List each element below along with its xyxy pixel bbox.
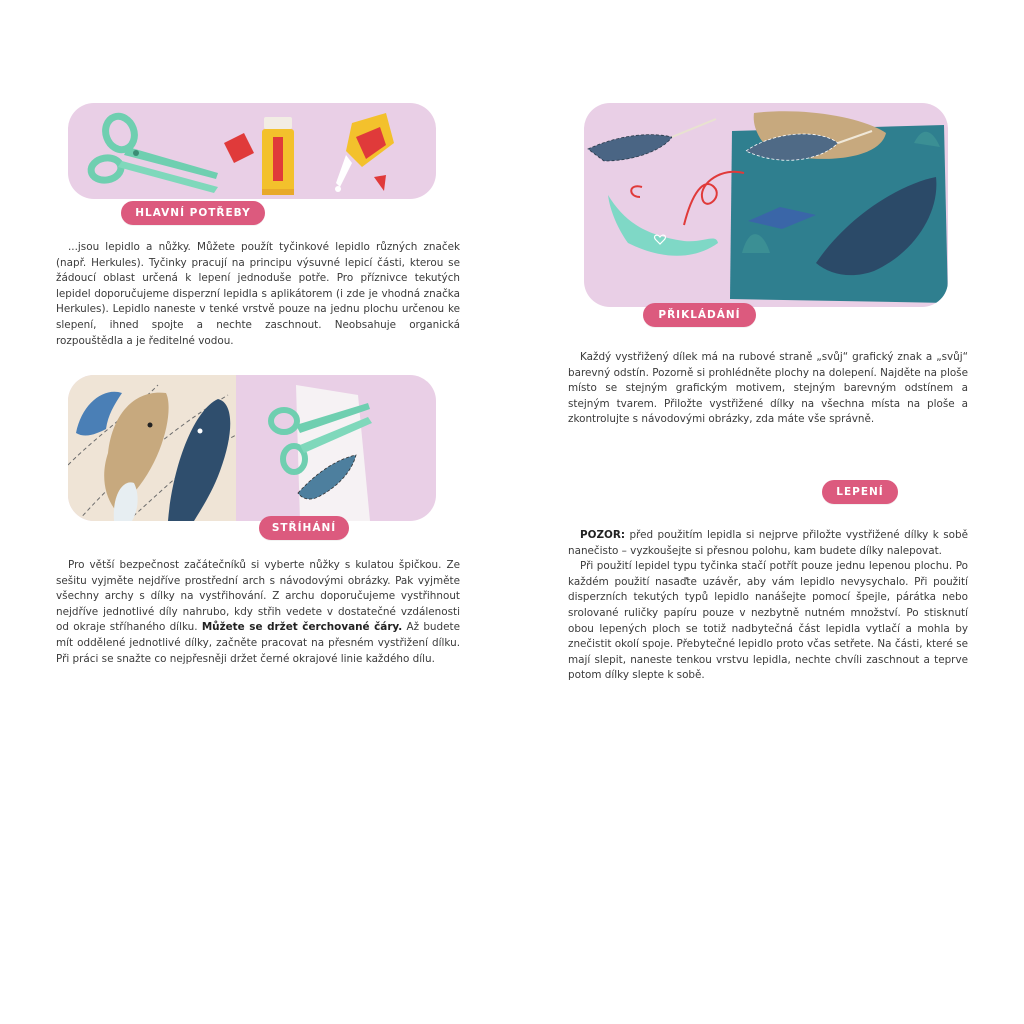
paper-piece-icon xyxy=(224,133,254,163)
section-badge-cutting: STŘÍHÁNÍ xyxy=(259,516,349,540)
placing-paragraph xyxy=(568,350,968,428)
supplies-paragraph xyxy=(56,240,460,349)
glue-stick-icon xyxy=(262,117,294,195)
paper-corner-icon xyxy=(374,175,386,191)
cutting-text xyxy=(56,558,460,667)
cutting-text-bold: Můžete se držet čerchované čáry. xyxy=(201,621,403,634)
placing-illustration-panel xyxy=(584,103,948,307)
placing-illustration xyxy=(584,103,948,307)
gluing-text-2: Při použití lepidel typu tyčinka stačí potřít pouze jednu lepenou plochu. Po každém použití nasaďte uzávěr, aby vám lepidlo nevysychalo. Při použití disperzních tekutých typů lepidlo nanášejte pomocí špejle, párátka nebo srolované ruličky papíru pouze v nezbytně nutném množství. Po stisknutí obou lepených ploch se totiž nadbytečná část lepidla vytlačí a mohla by znečistit okolí spoje. Přebytečné lepidlo proto včas setřete. Na části, které se mají slepit, naneste tenkou vrstvu lepidla, nechte chvíli zaschnout a teprve potom dílky slepte k sobě. xyxy=(568,560,968,682)
scissors-icon xyxy=(89,112,218,193)
supplies-illustration xyxy=(68,103,436,199)
cutting-text-end: Až budete mít oddělené jednotlivé dílky, začněte pracovat na přesném vystřižení dílku. Při práci se snažte co nejpřesněji držet černé okrajové linie každého dílu. xyxy=(56,621,460,665)
gluing-text-1-body: před použitím lepidla si nejprve přiložte vystřižené dílky k sobě nanečisto – vyzkoušejte si přesnou polohu, kam budete dílky nalepovat. xyxy=(568,529,968,557)
gluing-text-1 xyxy=(568,528,968,559)
section-badge-placing: PŘIKLÁDÁNÍ xyxy=(643,303,756,327)
supplies-text: ...jsou lepidlo a nůžky. Můžete použít tyčinkové lepidlo různých značek (např. Herkules). Tyčinky pracují na principu výsuvné lepicí části, kterou se žádoucí oblast určená k lepení jednoduše potře. Pro příznivce tekutých lepidel doporučujeme disperzní lepidla s aplikátorem (i zde je vhodná značka Herkules). Lepidlo naneste v tenké vrstvě pouze na jednu plochu určenou ke slepení, ihned spojte a nechte zaschnout. Neobsahuje organická rozpouštědla a je ředitelné vodou. xyxy=(56,241,460,347)
supplies-illustration-panel xyxy=(68,103,436,199)
arrow-icon xyxy=(631,186,642,197)
section-badge-supplies: HLAVNÍ POTŘEBY xyxy=(121,201,265,225)
gluing-paragraph xyxy=(568,528,968,684)
section-badge-gluing: LEPENÍ xyxy=(822,480,898,504)
cut-piece xyxy=(296,385,370,521)
cutting-illustration-panel xyxy=(68,375,436,521)
cutting-paragraph xyxy=(56,558,460,667)
narwhal-symbol-shape xyxy=(608,195,718,256)
gluing-warning: POZOR: xyxy=(580,529,625,541)
placing-text: Každý vystřižený dílek má na rubové straně „svůj“ grafický znak a „svůj“ barevný odstín. Pozorně si prohlédněte plochy na dolepení. Najděte na ploše místo se stejným grafickým motivem, stejným barevným odstínem a stejným tvarem. Přiložte vystřižené dílky na všechna místa na ploše a zkontrolujte s návodovými obrázky, zda máte vše správně. xyxy=(568,351,968,426)
cutting-illustration xyxy=(68,375,436,521)
narwhal-piece-icon xyxy=(588,119,716,161)
cutting-text-start: Pro větší bezpečnost začátečníků si vyberte nůžky s kulatou špičkou. Ze sešitu vyjměte nejdříve prostřední arch s návodovými obrázky. Pak vyjměte všechny archy s dílky na vystřihování. Z archu doporučujeme vystřihnout nejdříve jednotlivé díly nahrubo, kdy střih vedete v dostatečné vzdálenosti od okraje stříhaného dílku. xyxy=(56,559,460,634)
